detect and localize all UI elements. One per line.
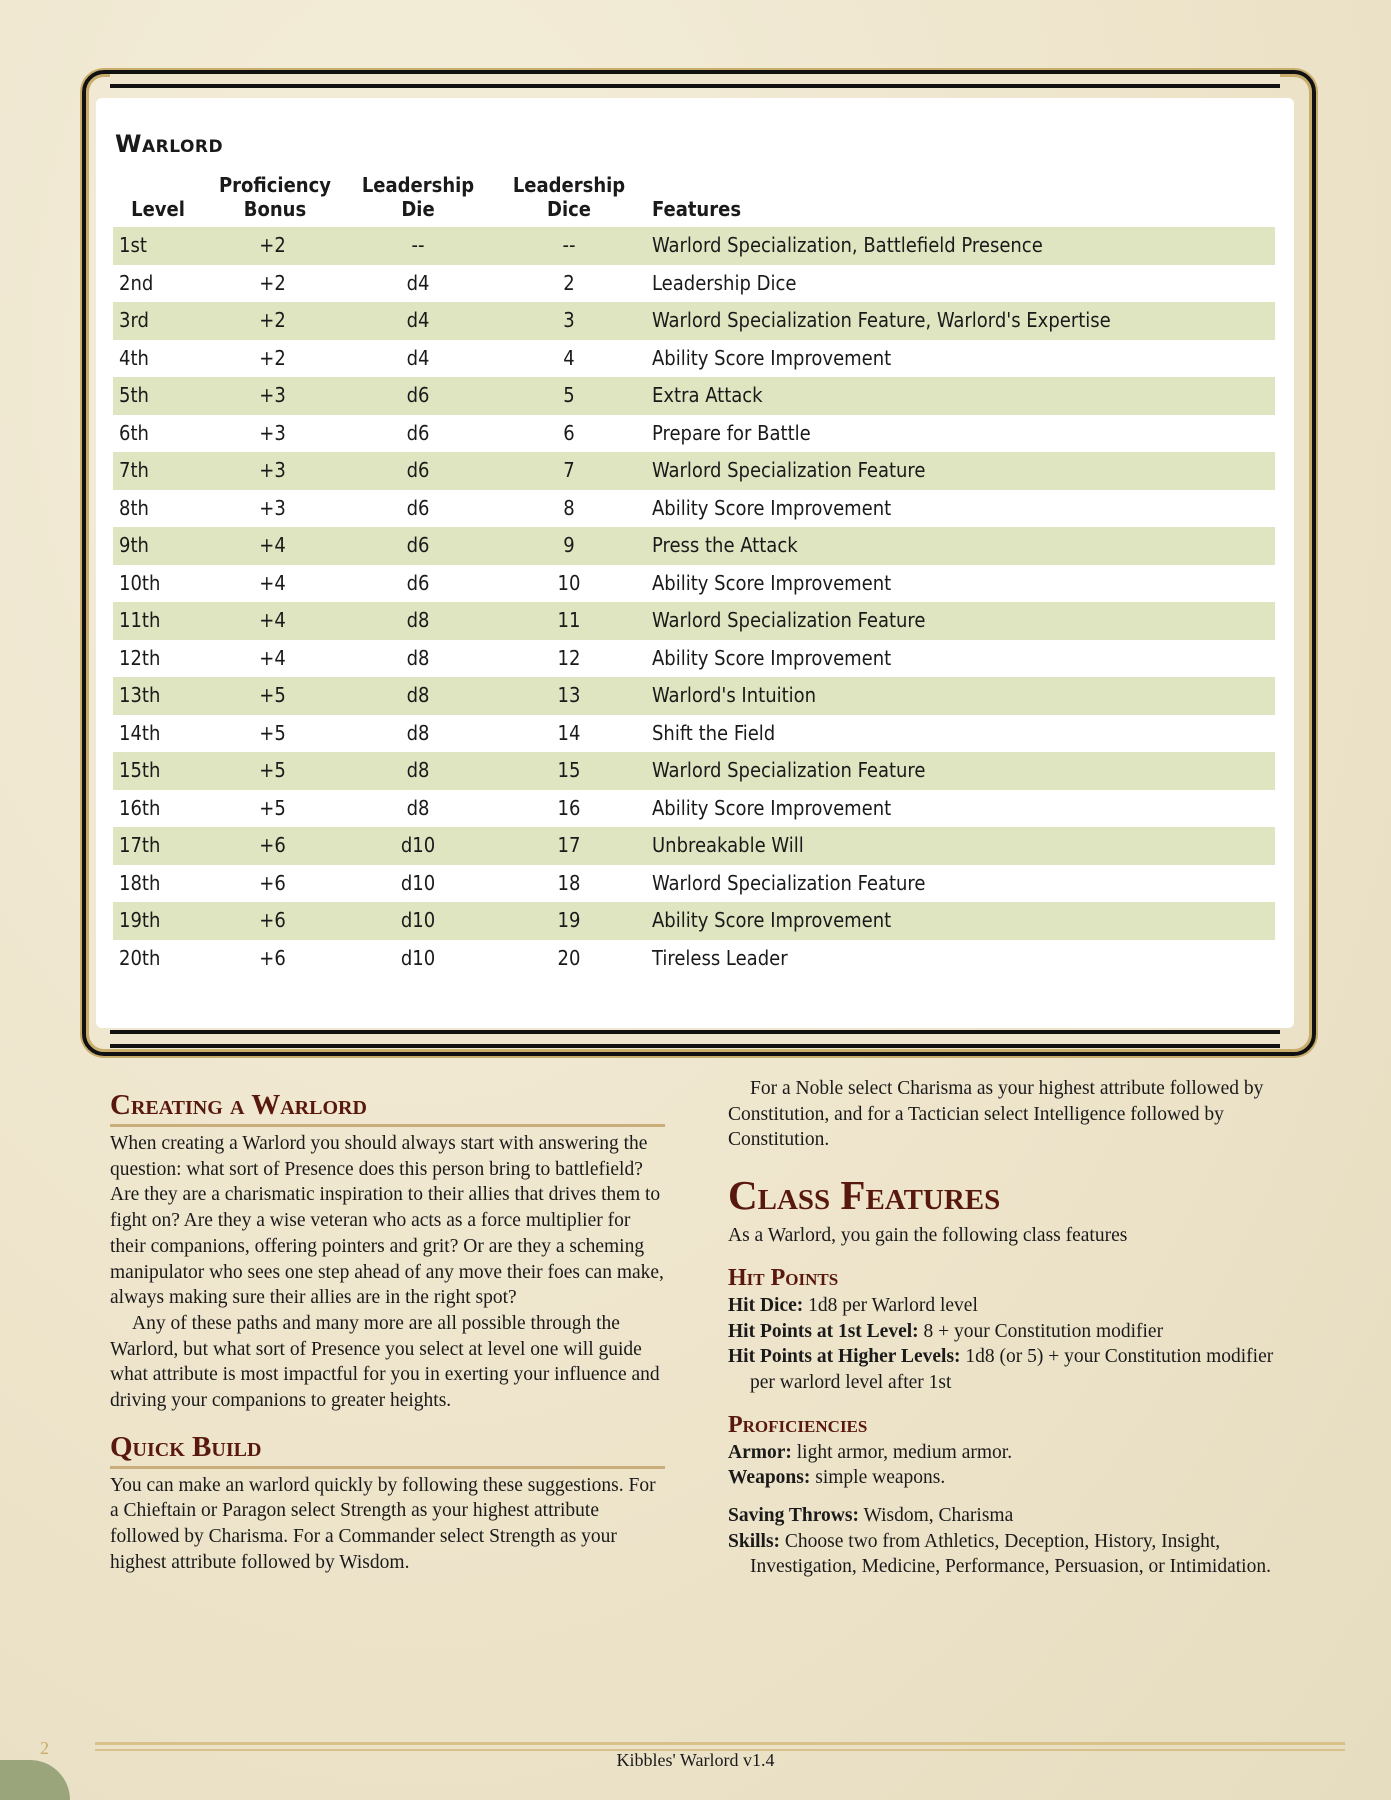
- hit-points-heading: Hit Points: [728, 1264, 839, 1291]
- cell-features: Press the Attack: [652, 533, 798, 557]
- skills-value: Choose two from Athletics, Deception, History, Insight, Investigation, Medicine, Performance, Persuasion, or Intimidation.: [750, 1530, 1271, 1578]
- hp-higher-levels-value: 1d8 (or 5) + your Constitution modifier per warlord level after 1st: [750, 1346, 1274, 1393]
- cell-level: 8th: [119, 495, 149, 520]
- header-leadership-dice: Leadership Dice: [512, 173, 626, 221]
- cell-level: 6th: [119, 420, 149, 445]
- armor-line: [728, 1440, 1283, 1466]
- cell-proficiency: +2: [259, 345, 286, 370]
- weapons-label: Weapons:: [728, 1467, 811, 1489]
- hp-higher-levels-line: [728, 1344, 1283, 1395]
- cell-features: Extra Attack: [652, 383, 763, 407]
- header-features: Features: [652, 197, 742, 221]
- table-row: [113, 677, 1275, 715]
- table-row: [113, 902, 1275, 940]
- cell-leadership-die: d6: [406, 420, 430, 445]
- frame-top-bar: [110, 70, 1280, 88]
- cell-level: 16th: [119, 795, 161, 820]
- cell-features: Warlord Specialization Feature, Warlord's Expertise: [652, 308, 1111, 332]
- saving-throws-value: Wisdom, Charisma: [858, 1505, 1014, 1527]
- table-row: [113, 865, 1275, 903]
- cell-leadership-dice: 19: [557, 908, 581, 932]
- cell-level: 19th: [119, 908, 161, 932]
- cell-leadership-dice: 4: [563, 345, 575, 370]
- table-row: [113, 302, 1275, 340]
- cell-leadership-die: d8: [406, 608, 430, 632]
- cell-leadership-die: d10: [400, 870, 436, 895]
- cell-leadership-die: d10: [400, 908, 436, 932]
- footer-title: Kibbles' Warlord v1.4: [616, 1750, 775, 1770]
- cell-proficiency: +3: [259, 420, 286, 445]
- cell-level: 2nd: [119, 270, 154, 295]
- cell-level: 12th: [119, 645, 161, 670]
- cell-level: 14th: [119, 720, 161, 745]
- cell-leadership-dice: 12: [557, 645, 581, 670]
- cell-leadership-dice: 14: [557, 720, 581, 745]
- cell-leadership-dice: 17: [557, 833, 581, 857]
- cell-features: Warlord Specialization Feature: [652, 608, 926, 632]
- cell-level: 9th: [119, 533, 149, 557]
- hp-first-level-value: 8 + your Constitution modifier: [918, 1320, 1164, 1342]
- cell-level: 7th: [119, 458, 149, 482]
- table-row: [113, 377, 1275, 415]
- cell-level: 11th: [119, 608, 161, 632]
- cell-leadership-dice: 20: [557, 945, 581, 970]
- hp-first-level-label: Hit Points at 1st Level:: [728, 1320, 919, 1342]
- cell-features: Warlord's Intuition: [652, 683, 817, 707]
- table-row: [113, 415, 1275, 453]
- armor-label: Armor:: [728, 1441, 792, 1463]
- cell-leadership-dice: 6: [563, 420, 575, 445]
- cell-proficiency: +6: [259, 833, 286, 857]
- cell-proficiency: +5: [259, 758, 286, 782]
- class-features-intro: As a Warlord, you gain the following class features: [728, 1225, 1128, 1247]
- cell-level: 5th: [119, 383, 149, 407]
- table-row: [113, 827, 1275, 865]
- cell-proficiency: +5: [259, 720, 286, 745]
- cell-features: Ability Score Improvement: [652, 570, 892, 595]
- cell-proficiency: +2: [259, 308, 286, 332]
- table-row: [113, 715, 1275, 753]
- cell-proficiency: +4: [259, 533, 286, 557]
- cell-proficiency: +4: [259, 608, 286, 632]
- cell-leadership-die: d8: [406, 758, 430, 782]
- cell-leadership-dice: 15: [557, 758, 581, 782]
- quick-build-heading: Quick Build: [110, 1430, 665, 1469]
- cell-features: Ability Score Improvement: [652, 795, 892, 820]
- cell-leadership-die: --: [411, 233, 425, 257]
- cell-proficiency: +3: [259, 383, 286, 407]
- cell-leadership-die: d8: [406, 683, 430, 707]
- cell-level: 15th: [119, 758, 161, 782]
- cell-proficiency: +2: [259, 270, 286, 295]
- cell-level: 1st: [119, 233, 147, 257]
- cell-leadership-die: d6: [406, 570, 430, 595]
- table-row: [113, 265, 1275, 303]
- cell-proficiency: +5: [259, 683, 286, 707]
- cell-leadership-dice: 18: [557, 870, 581, 895]
- table-row: [113, 790, 1275, 828]
- cell-leadership-die: d8: [406, 795, 430, 820]
- header-level: Level: [131, 197, 185, 221]
- cell-proficiency: +2: [259, 233, 286, 257]
- class-features-heading: Class Features: [728, 1172, 1001, 1219]
- cell-features: Warlord Specialization, Battlefield Presence: [652, 233, 1043, 257]
- cell-leadership-dice: 16: [557, 795, 581, 820]
- cell-proficiency: +6: [259, 908, 286, 932]
- header-leadership-die: Leadership Die: [361, 173, 475, 221]
- cell-features: Prepare for Battle: [652, 420, 811, 445]
- hp-first-level-line: [728, 1319, 1283, 1345]
- cell-leadership-dice: 2: [563, 270, 575, 295]
- hp-higher-levels-label: Hit Points at Higher Levels:: [728, 1346, 961, 1368]
- creating-paragraph-2: Any of these paths and many more are all possible through the Warlord, but what sort of Presence you select at level one will guide what attribute is most impactful for you in exerting your influence and driving your companions to greater heights.: [110, 1312, 660, 1412]
- cell-features: Shift the Field: [652, 720, 776, 745]
- cell-leadership-die: d6: [406, 533, 430, 557]
- hit-dice-value: 1d8 per Warlord level: [803, 1294, 978, 1316]
- right-column: [728, 1076, 1283, 1580]
- cell-level: 3rd: [119, 308, 149, 332]
- cell-leadership-dice: 5: [563, 383, 575, 407]
- hit-dice-label: Hit Dice:: [728, 1294, 804, 1316]
- cell-level: 17th: [119, 833, 161, 857]
- frame-bottom-bar: [110, 1030, 1280, 1048]
- armor-value: light armor, medium armor.: [791, 1441, 1013, 1463]
- creating-heading: Creating a Warlord: [110, 1088, 665, 1127]
- cell-features: Ability Score Improvement: [652, 495, 892, 520]
- cell-level: 4th: [119, 345, 149, 370]
- cell-features: Ability Score Improvement: [652, 345, 892, 370]
- cell-features: Tireless Leader: [652, 945, 788, 970]
- cell-leadership-dice: 11: [557, 608, 581, 632]
- cell-features: Warlord Specialization Feature: [652, 758, 926, 782]
- cell-leadership-die: d10: [400, 945, 436, 970]
- weapons-value: simple weapons.: [810, 1467, 946, 1489]
- cell-leadership-die: d6: [406, 495, 430, 520]
- table-row: [113, 640, 1275, 678]
- cell-level: 10th: [119, 570, 161, 595]
- quick-build-paragraph-2: For a Noble select Charisma as your highest attribute followed by Constitution, and for a Tactician select Intelligence followed by Constitution.: [728, 1078, 1264, 1151]
- header-proficiency: Proficiency Bonus: [218, 173, 331, 221]
- skills-line: [728, 1529, 1283, 1580]
- cell-leadership-dice: 7: [563, 458, 575, 482]
- cell-features: Warlord Specialization Feature: [652, 870, 926, 895]
- cell-leadership-dice: 8: [563, 495, 575, 520]
- cell-leadership-die: d8: [406, 720, 430, 745]
- cell-features: Ability Score Improvement: [652, 645, 892, 670]
- cell-proficiency: +5: [259, 795, 286, 820]
- cell-leadership-dice: --: [562, 233, 576, 257]
- table-row: [113, 452, 1275, 490]
- cell-leadership-die: d8: [406, 645, 430, 670]
- cell-features: Ability Score Improvement: [652, 908, 892, 932]
- cell-features: Unbreakable Will: [652, 833, 804, 857]
- cell-leadership-die: d4: [406, 270, 430, 295]
- saving-throws-label: Saving Throws:: [728, 1505, 859, 1527]
- cell-proficiency: +3: [259, 458, 286, 482]
- table-title: Warlord: [115, 130, 224, 158]
- cell-features: Warlord Specialization Feature: [652, 458, 926, 482]
- cell-leadership-die: d10: [400, 833, 436, 857]
- proficiencies-heading: Proficiencies: [728, 1411, 868, 1438]
- quick-build-paragraph-1: You can make an warlord quickly by following these suggestions. For a Chieftain or Paragon select Strength as your highest attribute followed by Charisma. For a Commander select Strength as your highest attribute followed by Wisdom.: [110, 1474, 656, 1573]
- cell-leadership-dice: 9: [563, 533, 575, 557]
- table-row: [113, 527, 1275, 565]
- saving-throws-line: [728, 1503, 1283, 1529]
- cell-proficiency: +6: [259, 870, 286, 895]
- table-row: [113, 565, 1275, 603]
- cell-leadership-dice: 3: [563, 308, 575, 332]
- cell-level: 20th: [119, 945, 161, 970]
- weapons-line: [728, 1465, 1283, 1491]
- cell-proficiency: +4: [259, 645, 286, 670]
- cell-leadership-die: d4: [406, 345, 430, 370]
- skills-label: Skills:: [728, 1530, 781, 1552]
- creating-paragraph-1: When creating a Warlord you should always start with answering the question: what sort of Presence does this person bring to battlefield? Are they are a charismatic inspiration to their allies that drives them to fight on? Are they a wise veteran who acts as a force multiplier for their companions, offering pointers and grit? Or are they a scheming manipulator who sees one step ahead of any move their foes can make, always making sure their allies are in the right spot?: [110, 1133, 664, 1309]
- table-row: [113, 752, 1275, 790]
- page-number: 2: [40, 1738, 49, 1758]
- cell-leadership-dice: 13: [557, 683, 581, 707]
- cell-proficiency: +6: [259, 945, 286, 970]
- cell-proficiency: +3: [259, 495, 286, 520]
- left-column: [110, 1088, 665, 1576]
- warlord-table: [113, 172, 1275, 977]
- cell-leadership-dice: 10: [557, 570, 581, 595]
- cell-level: 18th: [119, 870, 161, 895]
- cell-leadership-die: d6: [406, 383, 430, 407]
- cell-leadership-die: d6: [406, 458, 430, 482]
- hit-dice-line: [728, 1293, 1283, 1319]
- table-row: [113, 490, 1275, 528]
- cell-features: Leadership Dice: [652, 270, 797, 295]
- cell-proficiency: +4: [259, 570, 286, 595]
- table-row: [113, 227, 1275, 265]
- table-row: [113, 340, 1275, 378]
- table-row: [113, 602, 1275, 640]
- cell-level: 13th: [119, 683, 161, 707]
- table-row: [113, 940, 1275, 978]
- cell-leadership-die: d4: [406, 308, 430, 332]
